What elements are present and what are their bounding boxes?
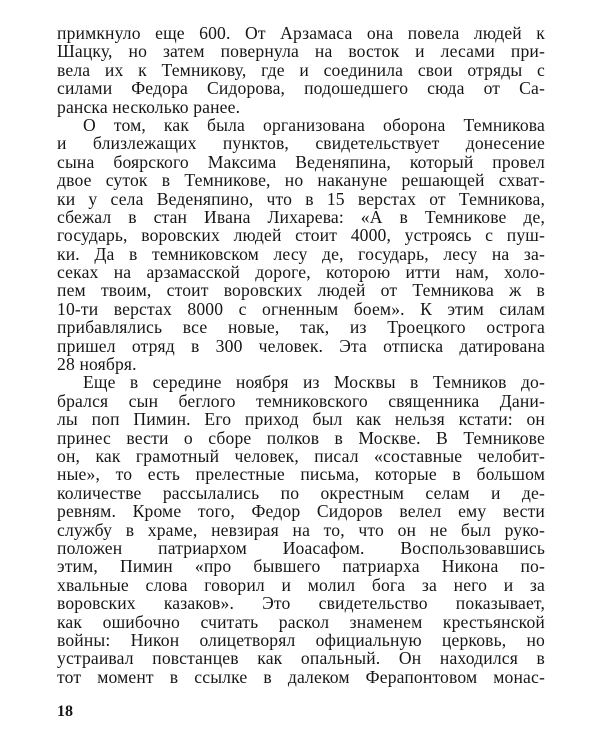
paragraph xyxy=(57,24,545,116)
page-text xyxy=(57,24,545,686)
text-line: силами Федора Сидорова, подошедшего сюда от Са- xyxy=(57,78,545,99)
text-line: государь, воровских людей стоит 4000, устроясь с пуш- xyxy=(57,225,545,246)
text-line: ки. Да в темниковском лесу де, государь, лесу на за- xyxy=(57,243,545,264)
text-line: пем твоим, стоит воровских людей от Темникова ж в xyxy=(57,280,545,301)
text-line: пришел отряд в 300 человек. Эта отписка датирована xyxy=(57,335,545,356)
page-number: 18 xyxy=(57,703,73,720)
text-line: устраивал повстанцев как опальный. Он находился в xyxy=(57,648,545,669)
paragraph xyxy=(57,116,545,373)
text-line: ревням. Кроме того, Федор Сидоров велел ему вести xyxy=(57,501,545,522)
text-line: и близлежащих пунктов, свидетельствует донесение xyxy=(57,133,545,154)
text-line: примкнуло еще 600. От Арзамаса она повела людей к xyxy=(57,23,545,43)
text-line: двое суток в Темникове, но накануне решающей схват- xyxy=(57,170,545,191)
text-line: как ошибочно считать раскол знаменем крестьянской xyxy=(57,611,545,632)
text-line: тот момент в ссылке в далеком Ферапонтовом монас- xyxy=(57,666,545,687)
text-line: ки у села Веденяпино, что в 15 верстах от Темникова, xyxy=(57,188,545,209)
text-line: 10-ти верстах 8000 с огненным боем». К этим силам xyxy=(57,298,545,319)
text-line: он, как грамотный человек, писал «составные челобит- xyxy=(57,445,545,466)
text-line: хвальные слова говорил и молил бога за него и за xyxy=(57,574,545,595)
text-line: прибавлялись все новые, так, из Троецкого острога xyxy=(57,317,545,338)
paragraph xyxy=(57,373,545,686)
text-line: 28 ноября. xyxy=(57,354,137,375)
text-line: сбежал в стан Ивана Лихарева: «А в Темникове де, xyxy=(57,206,545,227)
text-line: вела их к Темникову, где и соединила свои отряды с xyxy=(57,59,545,80)
text-line: ные», то есть прелестные письма, которые в большом xyxy=(57,464,545,485)
text-line: лы поп Пимин. Его приход был как нельзя кстати: он xyxy=(57,409,545,430)
text-line: Еще в середине ноября из Москвы в Темников до- xyxy=(83,372,545,393)
text-line: войны: Никон олицетворял официальную церковь, но xyxy=(57,629,545,650)
text-line: брался сын беглого темниковского священника Дани- xyxy=(57,390,545,411)
text-line: количестве рассылались по окрестным селам и де- xyxy=(57,482,545,503)
text-line: принес вести о сборе полков в Москве. В Темникове xyxy=(57,427,545,448)
text-line: этим, Пимин «про бывшего патриарха Никона по- xyxy=(57,556,545,577)
text-line: секах на арзамасской дороге, которою итти нам, холо- xyxy=(57,262,545,283)
text-line: Шацку, но затем повернула на восток и лесами при- xyxy=(57,41,545,62)
text-line: сына боярского Максима Веденяпина, который провел xyxy=(57,151,545,172)
text-line: воровских казаков». Это свидетельство показывает, xyxy=(57,593,545,614)
text-line: службу в храме, невзирая на то, что он не был руко- xyxy=(57,519,545,540)
text-line: ранска несколько ранее. xyxy=(57,96,241,117)
text-line: О том, как была организована оборона Темникова xyxy=(83,114,545,135)
text-line: положен патриархом Иоасафом. Воспользовавшись xyxy=(57,537,545,558)
